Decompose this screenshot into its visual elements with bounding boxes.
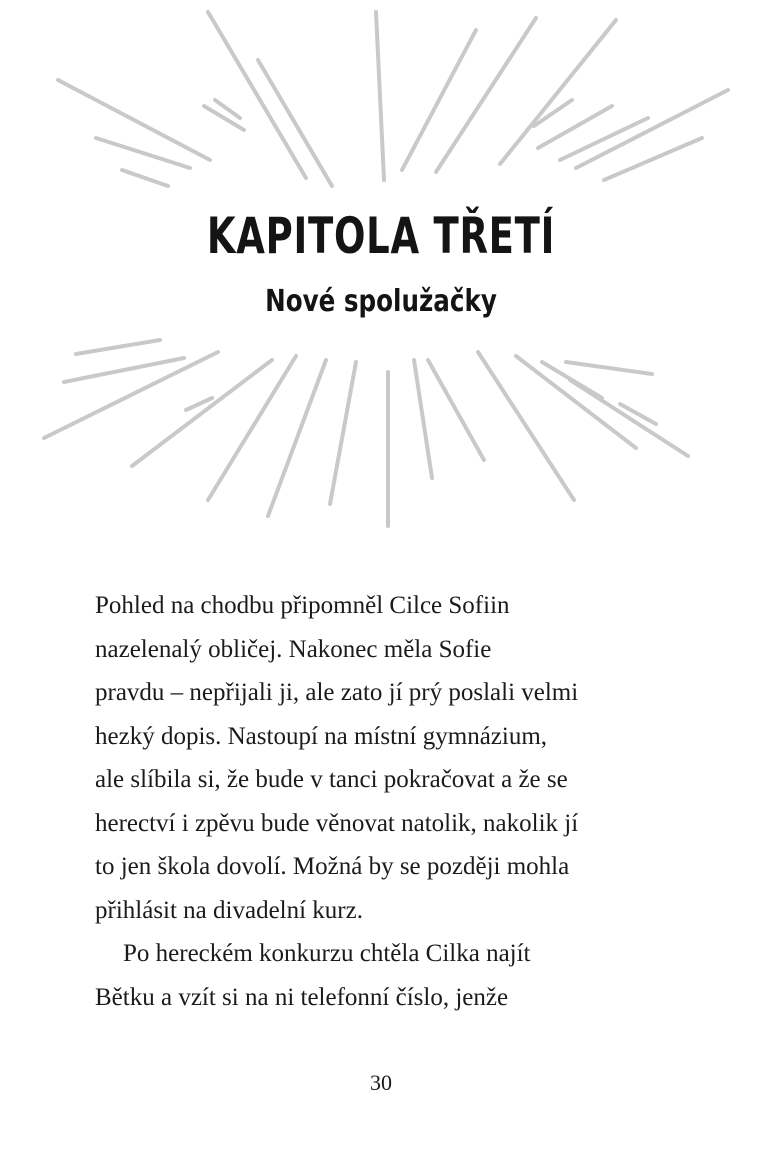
ray-line	[132, 360, 272, 466]
text-line: nazelenalý obličej. Nakonec měla Sofie	[95, 635, 492, 663]
ray-line	[436, 18, 536, 172]
ray-line	[330, 362, 356, 504]
ray-line	[402, 30, 476, 170]
ray-line	[258, 60, 332, 186]
chapter-subtitle: Nové spolužačky	[265, 284, 497, 319]
body-text	[95, 584, 675, 1019]
ray-line	[566, 362, 652, 374]
ray-line	[376, 12, 384, 180]
ray-line	[414, 360, 432, 478]
text-line: Po hereckém konkurzu chtěla Cilka najít	[123, 940, 531, 967]
text-line: Bětku a vzít si na ni telefonní číslo, jenže	[95, 983, 509, 1011]
ray-line	[428, 360, 484, 460]
text-line: ale slíbila si, že bude v tanci pokračovat a že se	[95, 766, 568, 793]
text-line: herectví i zpěvu bude věnovat natolik, nakolik jí	[95, 809, 579, 837]
text-line: hezký dopis. Nastoupí na místní gymnázium,	[95, 722, 548, 750]
ray-line	[76, 340, 160, 354]
text-line: Pohled na chodbu připomněl Cilce Sofiin	[95, 592, 510, 619]
ray-line	[208, 12, 306, 178]
chapter-title: KAPITOLA TŘETÍ	[206, 207, 556, 265]
ray-line	[122, 170, 168, 186]
page-number: 30	[370, 1070, 392, 1095]
text-line: pravdu – nepřijali ji, ale zato jí prý poslali velmi	[95, 679, 579, 706]
text-line: to jen škola dovolí. Možná by se později mohla	[95, 853, 570, 880]
ray-line	[58, 80, 210, 160]
ray-line	[268, 360, 326, 516]
text-line: přihlásit na divadelní kurz.	[95, 896, 363, 924]
ray-line	[576, 90, 728, 168]
ray-line	[44, 352, 218, 438]
